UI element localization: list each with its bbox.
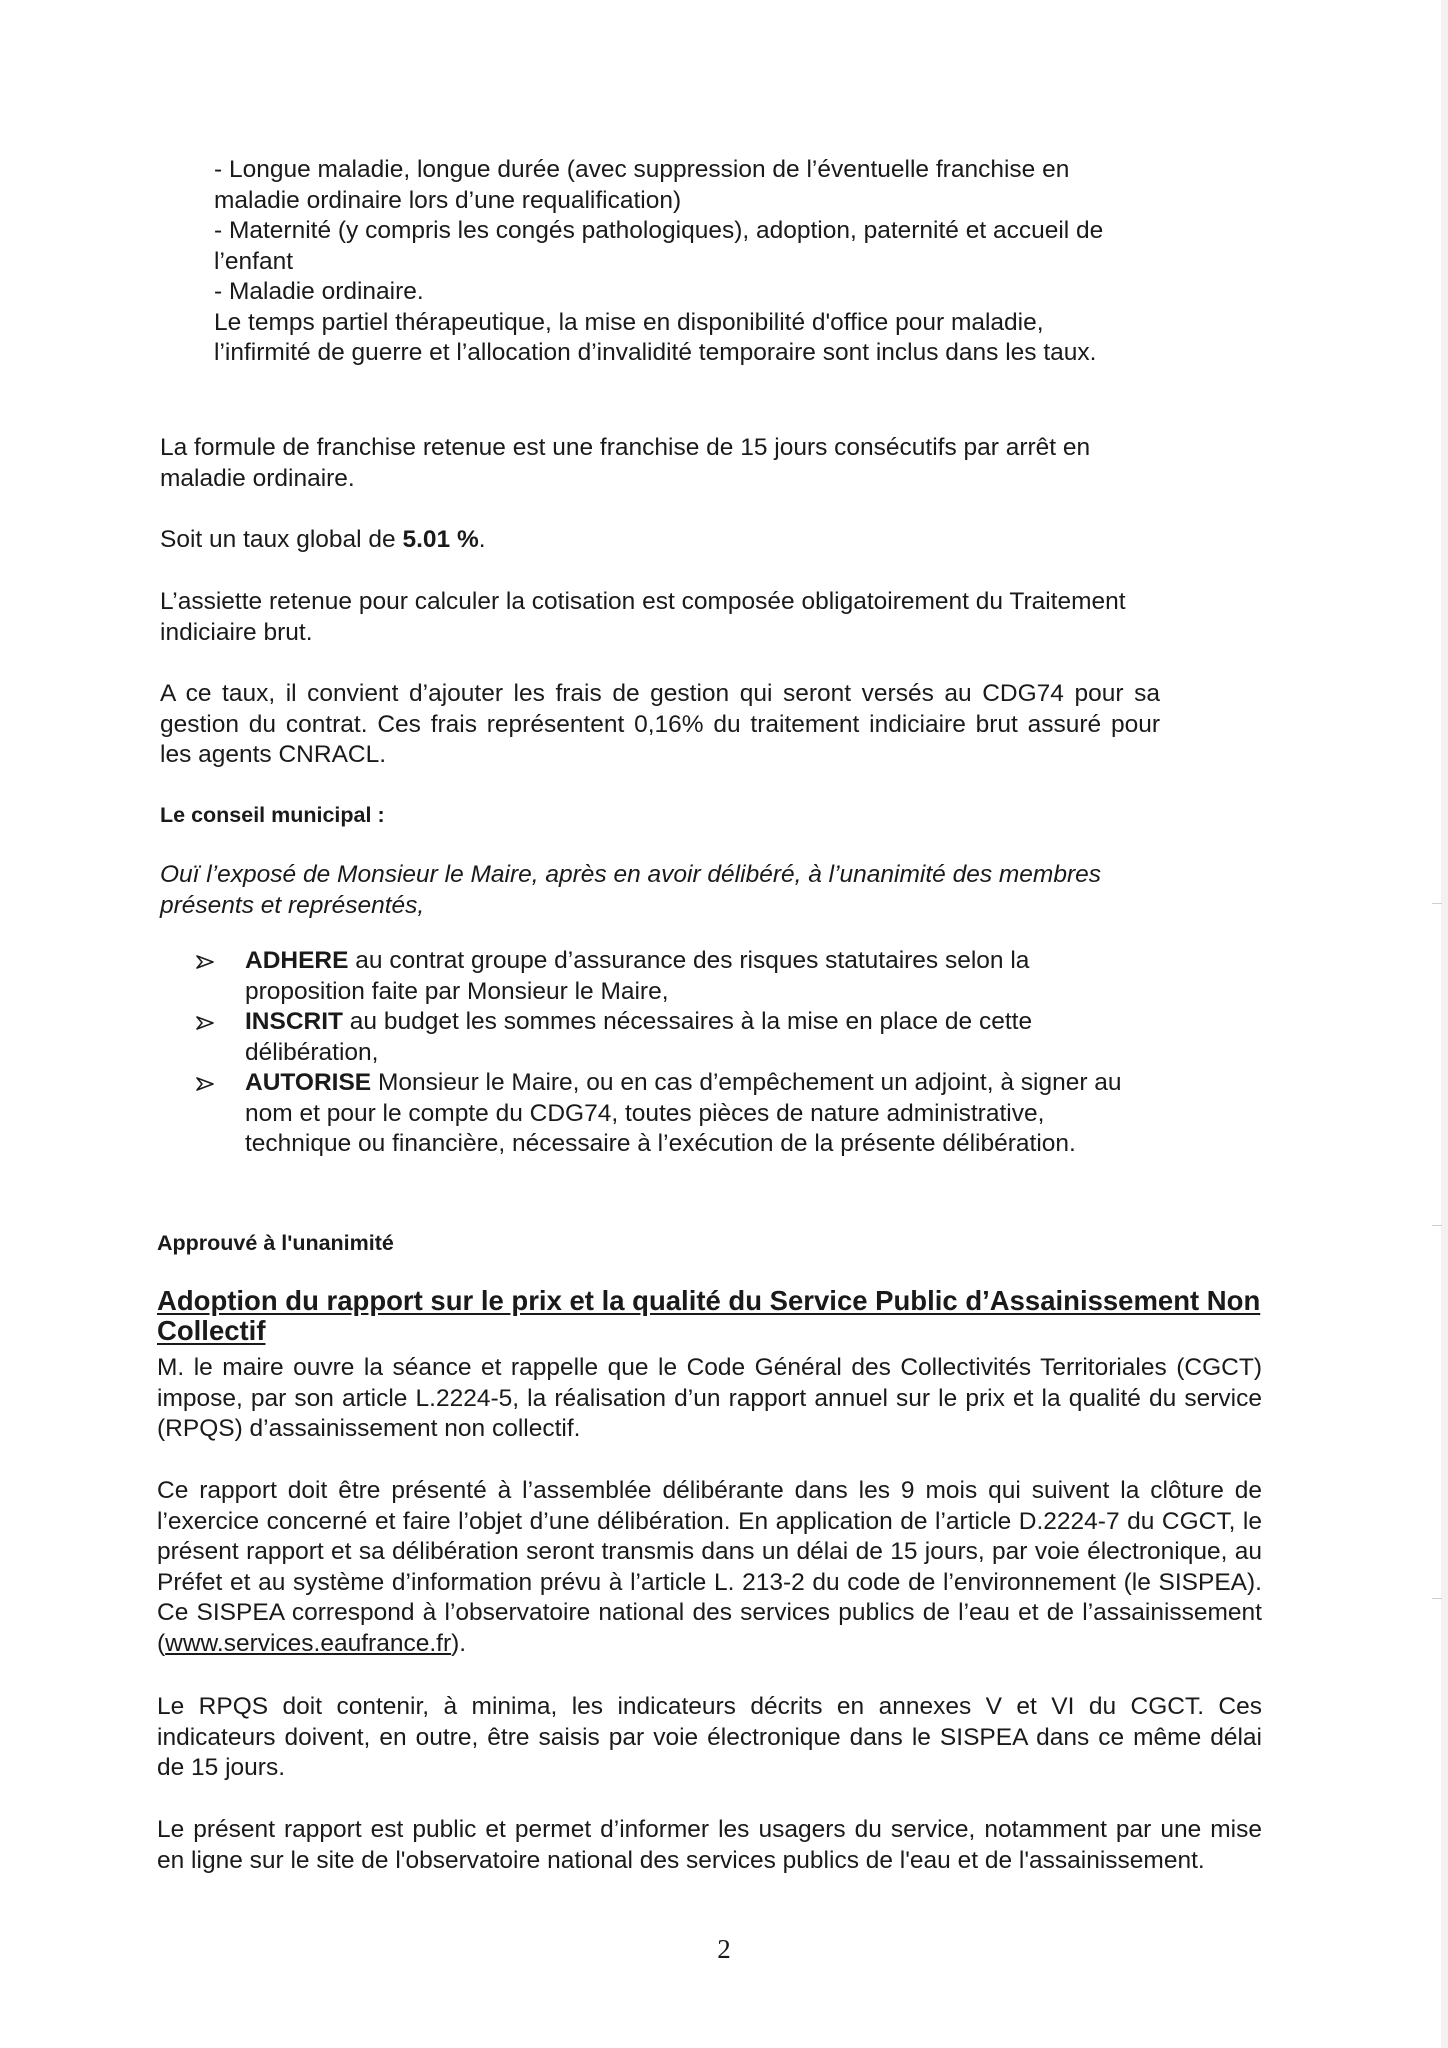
approval-note: Approuvé à l'unanimité xyxy=(157,1231,394,1255)
taux-paragraph xyxy=(160,525,1150,556)
assiette-paragraph: L’assiette retenue pour calculer la cotisation est composée obligatoirement du Traitement indiciaire brut. xyxy=(160,588,1126,646)
decision-item xyxy=(196,946,1136,1007)
list-item: - Maternité (y compris les congés pathologiques), adoption, paternité et accueil de l’enfant xyxy=(214,217,1104,275)
decision-keyword: ADHERE xyxy=(245,947,349,974)
page-number: 2 xyxy=(717,1934,731,1964)
arrow-bullet-icon xyxy=(196,1077,214,1091)
scan-mark xyxy=(1432,1225,1442,1226)
oui-paragraph: Ouï l’exposé de Monsieur le Maire, après en avoir délibéré, à l’unanimité des membres présents et représentés, xyxy=(160,861,1101,919)
decision-text: Monsieur le Maire, ou en cas d’empêchement un adjoint, à signer au nom et pour le compte du CDG74, toutes pièces de nature administrative, technique ou financière, nécessaire à l’exécution de la présente délibération. xyxy=(245,1069,1122,1157)
frais-paragraph: A ce taux, il convient d’ajouter les frais de gestion qui seront versés au CDG74 pour sa gestion du contrat. Ces frais représentent 0,16% du traitement indiciaire brut assuré pour les agents CNRACL. xyxy=(160,680,1160,768)
decision-list xyxy=(196,946,1136,1160)
taux-value: 5.01 % xyxy=(402,526,479,553)
scan-mark xyxy=(1432,903,1442,904)
taux-suffix: . xyxy=(478,526,486,553)
insured-risks-list xyxy=(214,155,1144,369)
public-paragraph: Le présent rapport est public et permet d’informer les usagers du service, notamment par une mise en ligne sur le site de l'observatoire national des services publics de l'eau et de l'assainissement. xyxy=(157,1816,1262,1874)
decision-keyword: INSCRIT xyxy=(245,1008,343,1035)
list-item: - Longue maladie, longue durée (avec suppression de l’éventuelle franchise en maladie ordinaire lors d’une requalification) xyxy=(214,156,1070,214)
arrow-bullet-icon xyxy=(196,1016,214,1030)
conseil-heading: Le conseil municipal : xyxy=(160,803,385,827)
intro-paragraph: M. le maire ouvre la séance et rappelle que le Code Général des Collectivités Territoriales (CGCT) impose, par son article L.2224-5, la réalisation d’un rapport annuel sur le prix et la qualité du service (RPQS) d’assainissement non collectif. xyxy=(157,1354,1262,1442)
decision-text: au contrat groupe d’assurance des risques statutaires selon la proposition faite par Monsieur le Maire, xyxy=(245,947,1030,1005)
decision-keyword: AUTORISE xyxy=(245,1069,372,1096)
section-title: Adoption du rapport sur le prix et la qualité du Service Public d’Assainissement Non Collectif xyxy=(157,1285,1261,1346)
list-item: Le temps partiel thérapeutique, la mise en disponibilité d'office pour maladie, l’infirmité de guerre et l’allocation d’invalidité temporaire sont inclus dans les taux. xyxy=(214,308,1097,366)
scan-mark xyxy=(1432,1598,1442,1599)
decision-item xyxy=(196,1068,1136,1160)
list-item: - Maladie ordinaire. xyxy=(214,278,424,305)
rapport-text: Ce rapport doit être présenté à l’assemblée délibérante dans les 9 mois qui suivent la clôture de l’exercice concerné et faire l’objet d’une délibération. En application de l’article D.2224-7 du CGCT, le présent rapport et sa délibération seront transmis dans un délai de 15 jours, par voie électronique, au Préfet et au système d’information prévu à l’article L. 213-2 du code de l’environnement (le SISPEA). Ce SISPEA correspond à l’observatoire national des services publics de l’eau et de l’assainissement ( xyxy=(157,1477,1262,1657)
taux-prefix: Soit un taux global de xyxy=(160,526,403,553)
eaufrance-link[interactable]: www.services.eaufrance.fr xyxy=(165,1629,452,1657)
scan-edge xyxy=(1441,0,1448,2048)
rpqs-paragraph: Le RPQS doit contenir, à minima, les indicateurs décrits en annexes V et VI du CGCT. Ces indicateurs doivent, en outre, être saisis par voie électronique dans le SISPEA dans ce même délai de 15 jours. xyxy=(157,1693,1262,1781)
rapport-text-end: ). xyxy=(451,1629,467,1657)
rapport-paragraph xyxy=(157,1476,1262,1659)
decision-item xyxy=(196,1007,1136,1068)
arrow-bullet-icon xyxy=(196,955,214,969)
decision-text: au budget les sommes nécessaires à la mise en place de cette délibération, xyxy=(245,1008,1033,1066)
franchise-paragraph: La formule de franchise retenue est une franchise de 15 jours consécutifs par arrêt en maladie ordinaire. xyxy=(160,434,1091,492)
